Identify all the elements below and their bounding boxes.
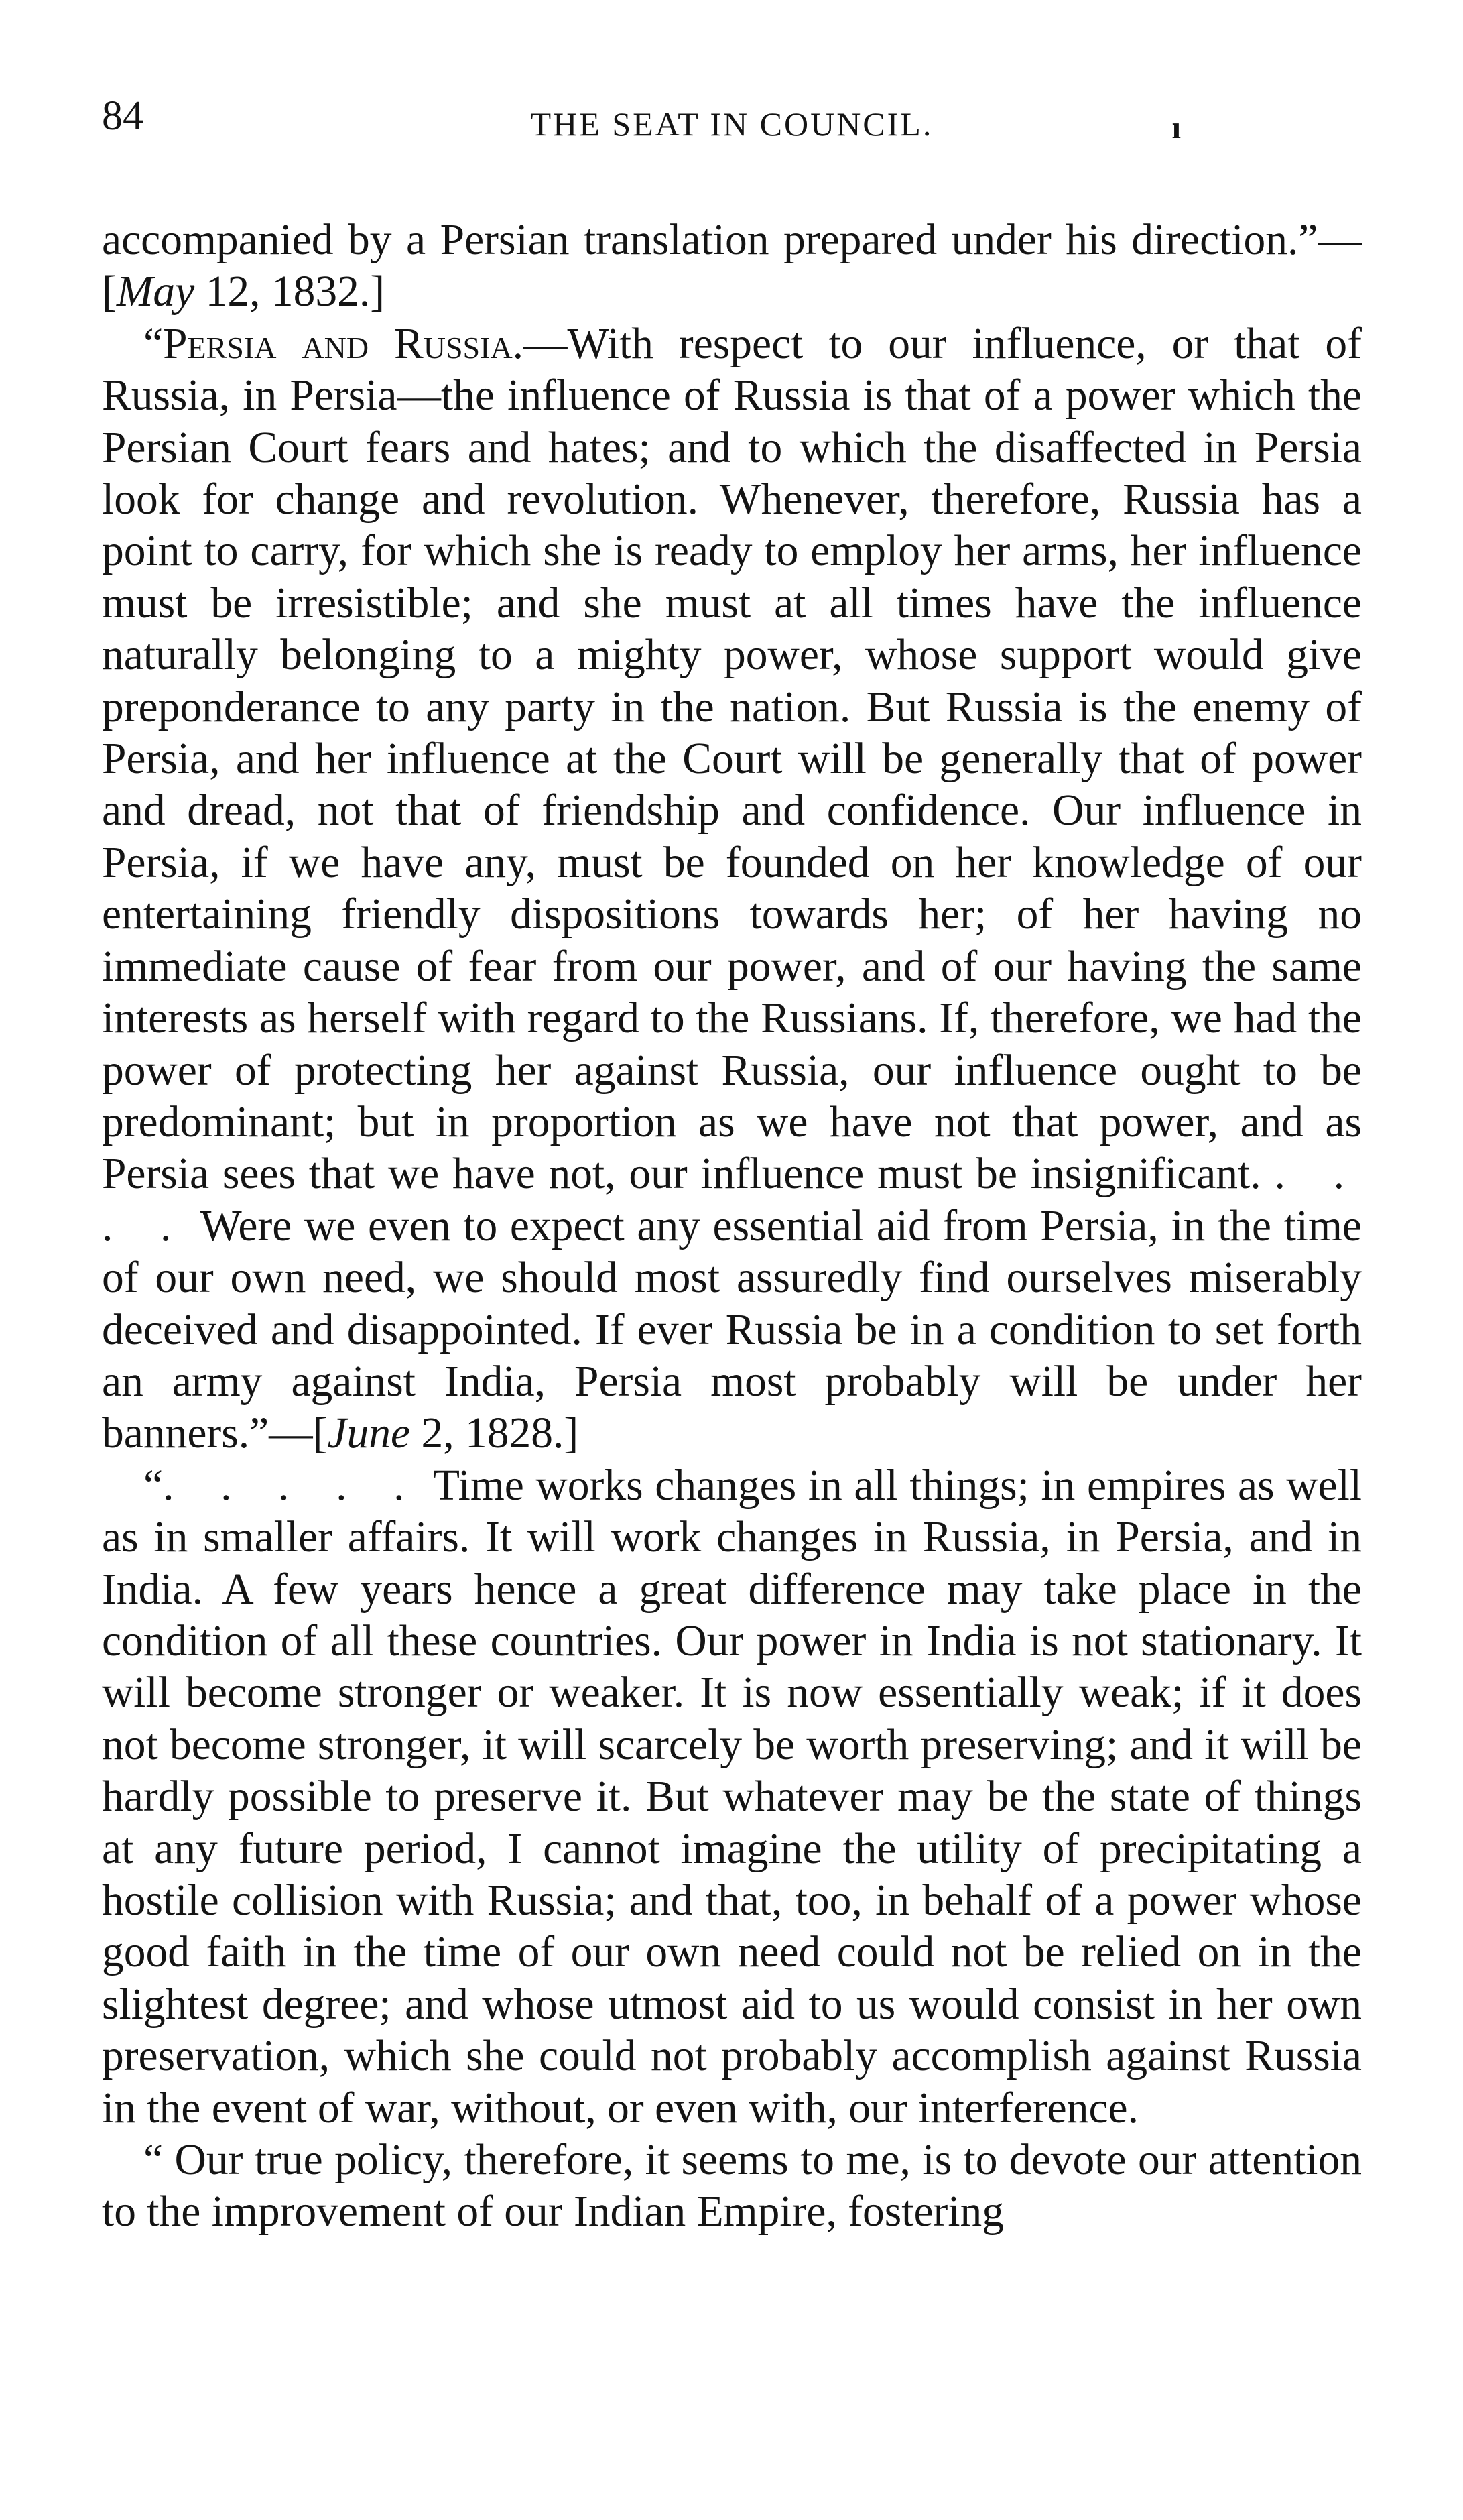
paragraph-2-text: —With respect to our influence, or that of Russia, in Persia—the influence of Russia is that of a power which the Persian Court fears and hates; and to which the disaffected in Persia look for change and revolution. Whenever, therefore, Russia has a point to carry, for which she is ready to employ her arms, her influence must be irresistible; and she must at all times have the influence naturally belonging to a mighty power, whose support would give preponderance to any party in the nation. But Russia is the enemy of Persia, and her influence at the Court will be generally that of power and dread, not that of friendship and confidence. Our influence in Persia, if we have any, must be founded on her knowledge of our entertaining friendly dispositions towards her; of her having no immediate cause of fear from our power, and of our having the same interests as herself with regard to the Russians. If, therefore, we had the power of protecting her against Russia, our influence ought to be predominant; but in proportion as we have not that power, and as Persia sees that we have not, our influence must be insignificant.: [102, 319, 1362, 1199]
date-rest: 2, 1828.]: [421, 1409, 579, 1458]
date-month: May: [116, 267, 195, 316]
running-head: [102, 87, 1362, 161]
stray-print-mark: ı: [1171, 110, 1181, 145]
document-page: [102, 87, 1362, 2238]
paragraph-1-text: accompanied by a Persian translation prepared under his direction.”—[May 12, 1832.]: [102, 216, 1362, 316]
paragraph-2-continuation: Were we even to expect any essential aid from Persia, in the time of our own need, we should most assuredly find ourselves miserably deceived and disappointed. If ever Russia be in a condition to set forth an army against India, Persia most probably will be under her banners.”—[: [102, 1201, 1362, 1458]
page-number: 84: [102, 93, 143, 139]
date-month: June: [327, 1409, 411, 1458]
body-text: [102, 215, 1362, 2238]
running-title: THE SEAT IN COUNCIL.: [530, 105, 934, 143]
ellipsis: . . . . .: [163, 1461, 422, 1510]
paragraph-3-text: Time works changes in all things; in empires as well as in smaller affairs. It will work changes in Russia, in Persia, and in India. A few years hence a great difference may take place in the condition of all these countries. Our power in India is not stationary. It will become stronger or weaker. It is now essentially weak; if it does not become stronger, it will scarcely be worth preserving; and it will be hardly possible to preserve it. But whatever may be the state of things at any future period, I cannot imagine the utility of precipitating a hostile collision with Russia; and that, too, in behalf of a power whose good faith in the time of our own need could not be relied on in the slightest degree; and whose utmost aid to us would consist in her own preservation, which she could not probably accomplish against Russia in the event of war, without, or even with, our interference.: [102, 1461, 1362, 2133]
paragraph-1: [102, 215, 1362, 318]
ellipsis: . . . .: [102, 1150, 1362, 1250]
paragraph-4: “ Our true policy, therefore, it seems to me, is to devote our attention to the improvement of our Indian Empire, fostering: [102, 2136, 1362, 2236]
paragraph-persia-and-russia: “Persia and Russia.—With respect to our influence, or that of Russia, in Persia—the influence of Russia is that of a power which the Persian Court fears and hates; and to which the disaffected in Persia look for change and revolution. Whenever, therefore, Russia has a point to carry, for which she is ready to employ her arms, her influence must be irresistible; and she must at all times have the influence naturally belonging to a mighty power, whose support would give preponderance to any party in the nation. But Russia is the enemy of Persia, and her influence at the Court will be generally that of power and dread, not that of friendship and confidence. Our influence in Persia, if we have any, must be founded on her knowledge of our entertaining friendly dispositions towards her; of her having no immediate cause of fear from our power, and of our having the same interests as herself with regard to the Russians. If, therefore, we had the power of protecting her against Russia, our influence ought to be predominant; but in proportion as we have not that power, and as Persia sees that we have not, our influence must be insignificant. . . . . Were we even to expect any essential aid from Persia, in the time of our own need, we should most assuredly find ourselves miserably deceived and disappointed. If ever Russia be in a condition to set forth an army against India, Persia most probably will be under her banners.”—[June 2, 1828.]: [102, 319, 1362, 1458]
paragraph-4-text: Our true policy, therefore, it seems to me, is to devote our attention to the improvement of our Indian Empire, fostering: [102, 2136, 1362, 2236]
section-heading: Persia and Russia.: [163, 319, 524, 368]
paragraph-3: “. . . . . Time works changes in all things; in empires as well as in smaller affairs. It will work changes in Russia, in Persia, and in India. A few years hence a great difference may take place in the condition of all these countries. Our power in India is not stationary. It will become stronger or weaker. It is now essentially weak; if it does not become stronger, it will scarcely be worth preserving; and it will be hardly possible to preserve it. But whatever may be the state of things at any future period, I cannot imagine the utility of precipitating a hostile collision with Russia; and that, too, in behalf of a power whose good faith in the time of our own need could not be relied on in the slightest degree; and whose utmost aid to us would consist in her own preservation, which she could not probably accomplish against Russia in the event of war, without, or even with, our interference.: [102, 1461, 1362, 2133]
